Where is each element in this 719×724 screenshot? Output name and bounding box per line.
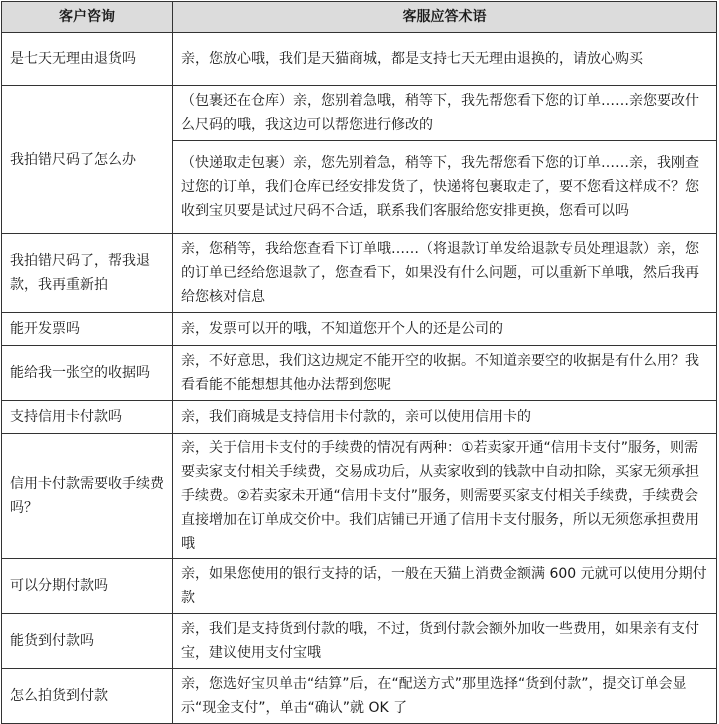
question-cell: 能开发票吗 [2, 313, 173, 346]
table-row [2, 346, 717, 401]
table-row [2, 86, 717, 141]
header-service-answer: 客服应答术语 [173, 2, 717, 33]
faq-table [1, 1, 717, 724]
table-row [2, 559, 717, 614]
table-row [2, 234, 717, 313]
question-cell: 支持信用卡付款吗 [2, 401, 173, 434]
question-cell: 我拍错尺码了，帮我退款，我再重新拍 [2, 234, 173, 313]
answer-cell: 亲，不好意思，我们这边规定不能开空的收据。不知道亲要空的收据是有什么用？我看看能不能想想其他办法帮到您呢 [173, 346, 717, 401]
question-cell: 信用卡付款需要收手续费吗？ [2, 434, 173, 559]
table-row [2, 434, 717, 559]
answer-cell: 亲，关于信用卡支付的手续费的情况有两种：①若卖家开通“信用卡支付”服务，则需要卖家支付相关手续费，交易成功后，从卖家收到的钱款中自动扣除，买家无须承担手续费。②若卖家未开通“信用卡支付”服务，则需要买家支付相关手续费，手续费会直接增加在订单成交价中。我们店铺已开通了信用卡支付服务，所以无须您承担费用哦 [173, 434, 717, 559]
question-cell: 我拍错尺码了怎么办 [2, 86, 173, 234]
table-header-row [2, 2, 717, 33]
answer-cell: 亲，您稍等，我给您查看下订单哦……（将退款订单发给退款专员处理退款）亲，您的订单已经给您退款了，您查看下，如果没有什么问题，可以重新下单哦，然后我再给您核对信息 [173, 234, 717, 313]
answer-cell: 亲，发票可以开的哦，不知道您开个人的还是公司的 [173, 313, 717, 346]
table-row [2, 669, 717, 724]
answer-cell: 亲，您放心哦，我们是天猫商城，都是支持七天无理由退换的，请放心购买 [173, 33, 717, 86]
answer-cell: 亲，您选好宝贝单击“结算”后，在“配送方式”那里选择“货到付款”，提交订单会显示“现金支付”，单击“确认”就 OK 了 [173, 669, 717, 724]
answer-cell: （快递取走包裹）亲，您先别着急，稍等下，我先帮您看下您的订单……亲，我刚查过您的订单，我们仓库已经安排发货了，快递将包裹取走了，要不您看这样成不？您收到宝贝要是试过尺码不合适，联系我们客服给您安排更换，您看可以吗 [173, 141, 717, 234]
question-cell: 怎么拍货到付款 [2, 669, 173, 724]
table-row [2, 614, 717, 669]
question-cell: 能给我一张空的收据吗 [2, 346, 173, 401]
answer-cell: 亲，我们商城是支持信用卡付款的，亲可以使用信用卡的 [173, 401, 717, 434]
question-cell: 是七天无理由退货吗 [2, 33, 173, 86]
answer-cell: 亲，如果您使用的银行支持的话，一般在天猫上消费金额满 600 元就可以使用分期付款 [173, 559, 717, 614]
table-row [2, 401, 717, 434]
table-row [2, 33, 717, 86]
answer-cell: 亲，我们是支持货到付款的哦，不过，货到付款会额外加收一些费用，如果亲有支付宝，建议使用支付宝哦 [173, 614, 717, 669]
question-cell: 可以分期付款吗 [2, 559, 173, 614]
question-cell: 能货到付款吗 [2, 614, 173, 669]
answer-cell: （包裹还在仓库）亲，您别着急哦，稍等下，我先帮您看下您的订单……亲您要改什么尺码的哦，我这边可以帮您进行修改的 [173, 86, 717, 141]
header-customer-question: 客户咨询 [2, 2, 173, 33]
table-row [2, 313, 717, 346]
